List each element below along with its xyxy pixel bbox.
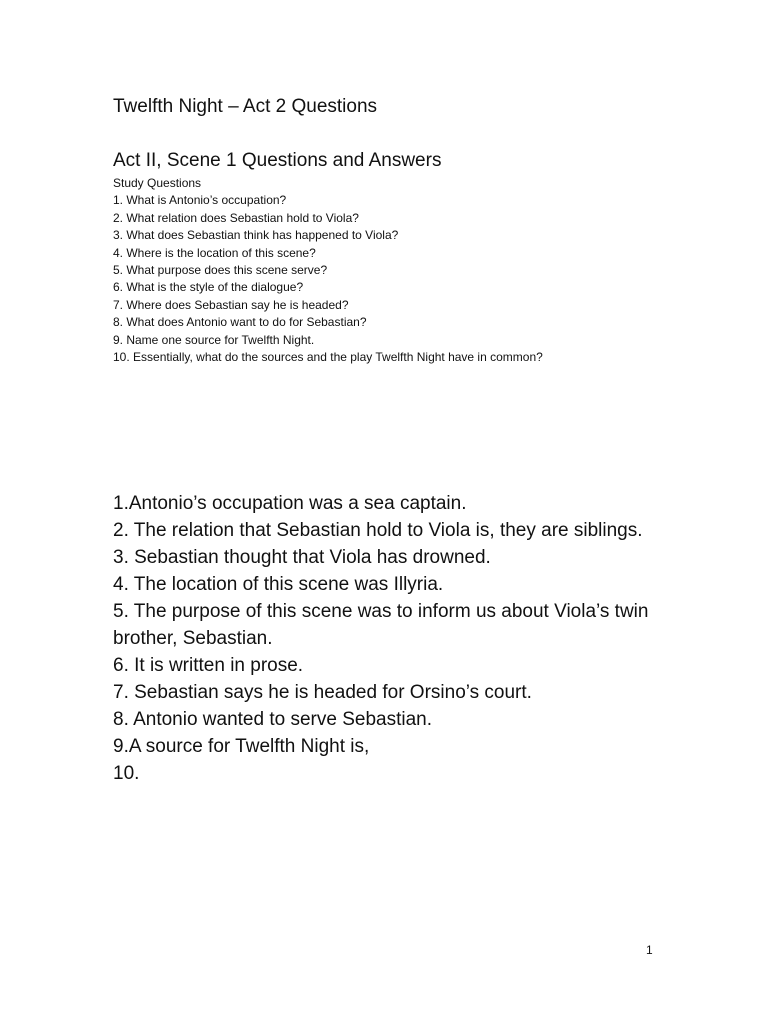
question-item: 4. Where is the location of this scene?	[113, 245, 316, 260]
answer-item: 9.A source for Twelfth Night is,	[113, 736, 370, 757]
question-item: 1. What is Antonio’s occupation?	[113, 193, 287, 208]
answer-item: 6. It is written in prose.	[113, 655, 304, 676]
page-number: 1	[646, 943, 653, 957]
question-item: 7. Where does Sebastian say he is headed?	[113, 297, 349, 312]
answer-item: 8. Antonio wanted to serve Sebastian.	[113, 709, 432, 730]
document-title: Twelfth Night – Act 2 Questions	[113, 96, 378, 117]
section-heading: Act II, Scene 1 Questions and Answers	[113, 150, 442, 171]
question-item: 10. Essentially, what do the sources and the play Twelfth Night have in common?	[113, 350, 543, 365]
answer-item: 10.	[113, 763, 140, 784]
study-questions-list	[113, 175, 543, 366]
answer-item: 1.Antonio’s occupation was a sea captain.	[113, 493, 467, 514]
answer-item: 5. The purpose of this scene was to inform us about Viola’s twin brother, Sebastian.	[113, 601, 649, 649]
answers-list	[113, 490, 653, 787]
study-questions-label: Study Questions	[113, 176, 202, 190]
answer-item: 4. The location of this scene was Illyria.	[113, 574, 444, 595]
question-item: 9. Name one source for Twelfth Night.	[113, 332, 315, 347]
question-item: 2. What relation does Sebastian hold to Viola?	[113, 210, 359, 225]
question-item: 6. What is the style of the dialogue?	[113, 280, 304, 295]
question-item: 3. What does Sebastian think has happened to Viola?	[113, 228, 399, 243]
answer-item: 2. The relation that Sebastian hold to Viola is, they are siblings.	[113, 520, 643, 541]
answer-item: 3. Sebastian thought that Viola has drowned.	[113, 547, 491, 568]
question-item: 5. What purpose does this scene serve?	[113, 263, 328, 278]
question-item: 8. What does Antonio want to do for Sebastian?	[113, 315, 367, 330]
answer-item: 7. Sebastian says he is headed for Orsino’s court.	[113, 682, 532, 703]
